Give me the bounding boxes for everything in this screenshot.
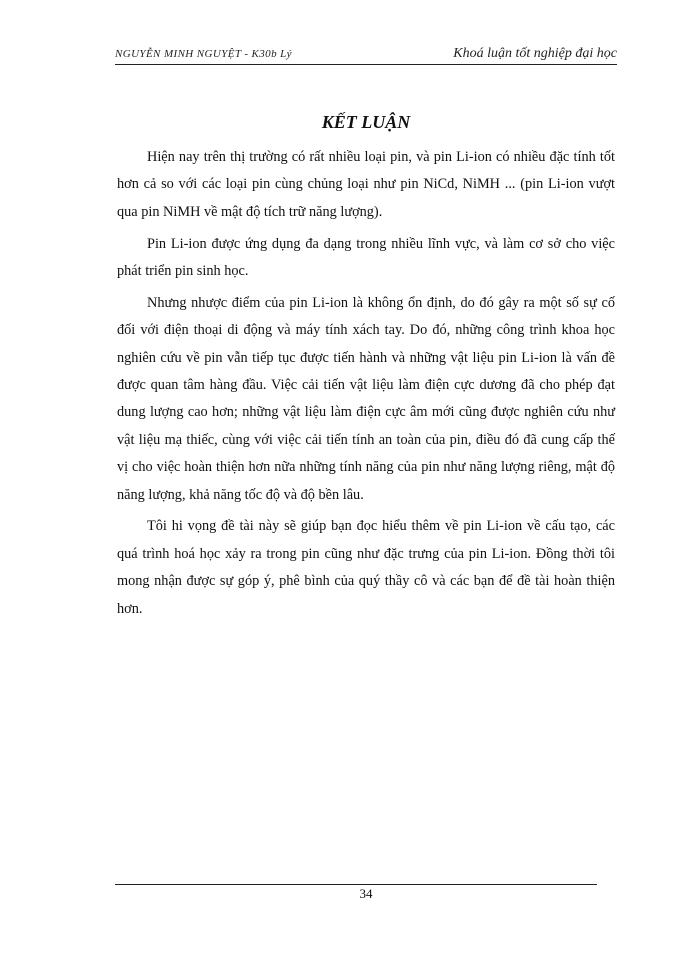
page-title: KẾT LUẬN (321, 112, 411, 132)
header-document-type: Khoá luận tốt nghiệp đại học (453, 46, 617, 61)
paragraph-2: Pin Li-ion được ứng dụng đa dạng trong nhiều lĩnh vực, và làm cơ sở cho việc phát triển pin sinh học. (117, 235, 615, 280)
page-number: 34 (359, 886, 373, 901)
running-header (115, 46, 617, 66)
paragraph-4: Tôi hi vọng đề tài này sẽ giúp bạn đọc hiểu thêm về pin Li-ion về cấu tạo, các quá trình hoá học xảy ra trong pin cũng như đặc trưng của pin Li-ion. Đồng thời tôi mong nhận được sự góp ý, phê bình của quý thầy cô và các bạn để đề tài hoàn thiện hơn. (117, 518, 615, 617)
body-text (117, 144, 615, 627)
paragraph-3: Nhưng nhược điểm của pin Li-ion là không ổn định, do đó gây ra một số sự cố đối với điện thoại di động và máy tính xách tay. Do đó, những công trình khoa học nghiên cứu về pin vẫn tiếp tục được tiến hành và những vật liệu pin Li-ion là vấn đề được quan tâm hàng đầu. Việc cải tiến vật liệu làm điện cực dương đã cho phép đạt dung lượng cao hơn; những vật liệu làm điện cực âm mới cũng được nghiên cứu như vật liệu mạ thiếc, cùng với việc cải tiến tính an toàn của pin, điều đó đã cung cấp thế vị cho việc hoàn thiện hơn nữa những tính năng của pin như năng lượng riêng, mật độ năng lượng, khả năng tốc độ và độ bền lâu. (117, 294, 615, 503)
header-divider (115, 64, 617, 65)
header-author: NGUYỄN MINH NGUYỆT - K30b Lý (115, 48, 292, 60)
footer-divider (115, 884, 597, 885)
paragraph-1: Hiện nay trên thị trường có rất nhiều loại pin, và pin Li-ion có nhiều đặc tính tốt hơn cả so với các loại pin cùng chủng loại như pin NiCd, NiMH ... (pin Li-ion vượt qua pin NiMH về mật độ tích trữ năng lượng). (117, 149, 615, 220)
